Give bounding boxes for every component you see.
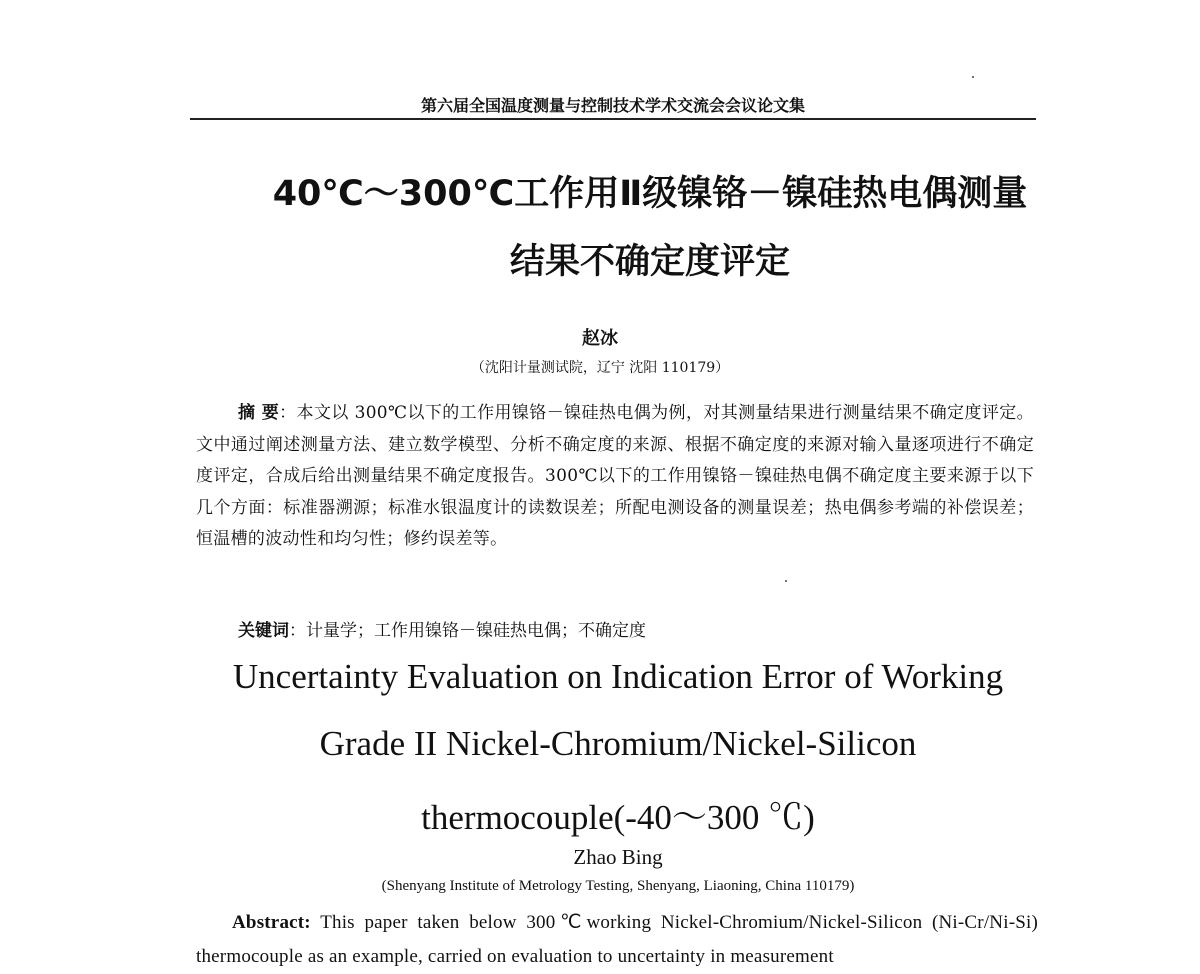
proceedings-header: 第六届全国温度测量与控制技术学术交流会会议论文集 xyxy=(420,96,805,115)
cn-title-line1: 40℃～300℃工作用Ⅱ级镍铬－镍硅热电偶测量 xyxy=(272,174,1028,214)
en-abstract-label: Abstract: xyxy=(232,912,311,933)
cn-abstract-text: ：本文以 300℃以下的工作用镍铬－镍硅热电偶为例，对其测量结果进行测量结果不确定度评定。文中通过阐述测量方法、建立数学模型、分析不确定度的来源、根据不确定度的来源对输入量逐项进行不确定度评定，合成后给出测量结果不确定度报告。300℃以下的工作用镍铬－镍硅热电偶不确定度主要来源于以下几个方面：标准器溯源；标准水银温度计的读数误差；所配电测设备的测量误差；热电偶参考端的补偿误差；恒温槽的波动性和均匀性；修约误差等。 xyxy=(196,403,1034,549)
header-divider xyxy=(190,118,1036,120)
en-author: Zhao Bing xyxy=(573,845,663,869)
cn-abstract xyxy=(196,398,1034,556)
en-affiliation: (Shenyang Institute of Metrology Testing, Shenyang, Liaoning, China 110179) xyxy=(381,878,855,894)
en-title-line3: thermocouple(-40～300 ℃) xyxy=(421,798,815,837)
cn-title-line2: 结果不确定度评定 xyxy=(509,242,790,282)
cn-author: 赵冰 xyxy=(582,328,618,349)
cn-keywords-label: 关键词 xyxy=(238,621,289,641)
scan-speck xyxy=(972,76,974,78)
cn-keywords-text: ：计量学；工作用镍铬－镍硅热电偶；不确定度 xyxy=(289,621,646,641)
scan-speck xyxy=(785,580,787,582)
en-abstract-text: This paper taken below 300℃working Nickel-Chromium/Nickel-Silicon (Ni-Cr/Ni-Si) thermocouple as an example, carried on evaluation to uncertainty in measurement xyxy=(196,912,1038,967)
cn-affiliation: （沈阳计量测试院，辽宁 沈阳 110179） xyxy=(470,360,730,376)
en-title-line2: Grade II Nickel-Chromium/Nickel-Silicon xyxy=(319,724,917,763)
en-title-line1: Uncertainty Evaluation on Indication Error of Working xyxy=(232,657,1004,696)
cn-abstract-label: 摘 要 xyxy=(238,403,280,423)
en-abstract xyxy=(196,906,1038,974)
cn-keywords xyxy=(238,616,1038,641)
